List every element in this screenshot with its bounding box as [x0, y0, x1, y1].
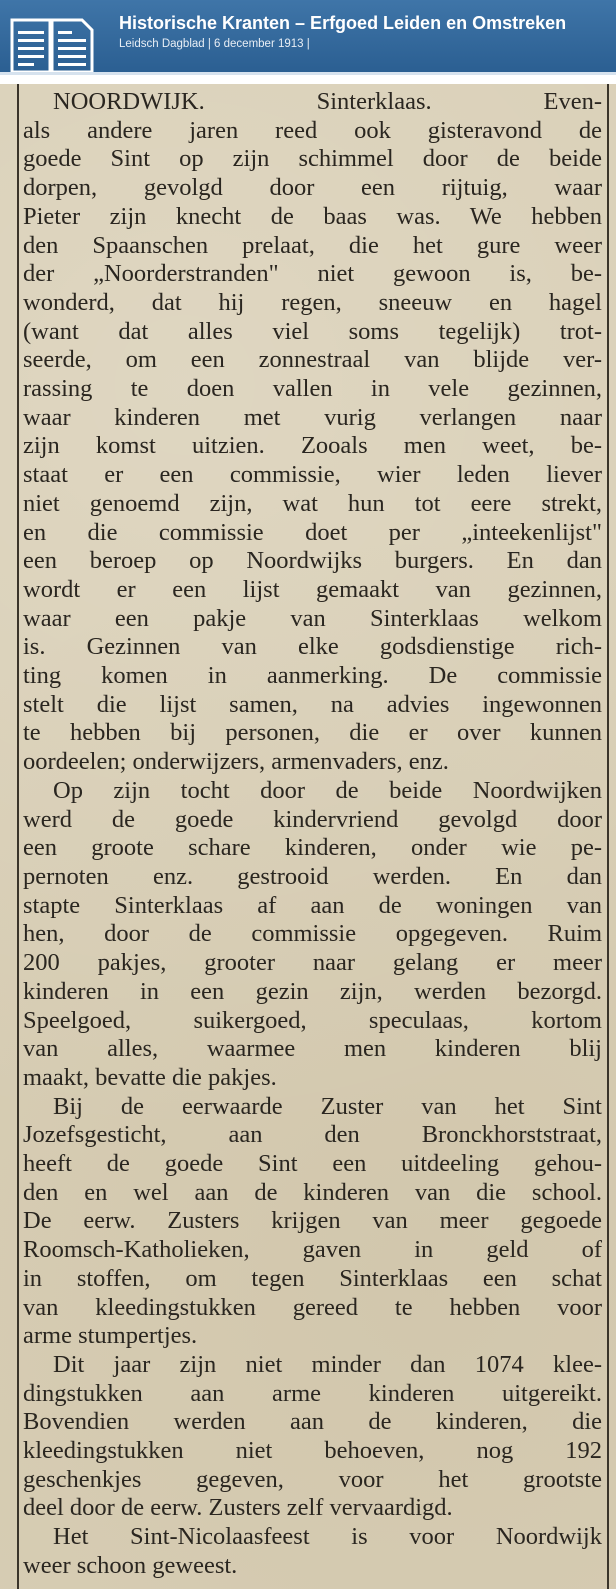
- text-line: wordt er een lijst gemaakt van gezinnen,: [23, 575, 602, 603]
- column-rule-left: [17, 84, 19, 1589]
- article-paragraph: [23, 88, 602, 777]
- text-line: dorpen, gevolgd door een rijtuig, waar: [23, 174, 602, 202]
- text-line: werd de goede kindervriend gevolgd door: [23, 805, 602, 833]
- article-paragraph: [23, 777, 602, 1093]
- text-line: van alles, waarmee men kinderen blij: [23, 1035, 602, 1063]
- text-line: heeft de goede Sint een uitdeeling gehou-: [23, 1150, 602, 1178]
- text-line: wonderd, dat hij regen, sneeuw en hagel: [23, 288, 602, 316]
- text-line: rassing te doen vallen in vele gezinnen,: [23, 375, 602, 403]
- text-line: waar kinderen met vurig verlangen naar: [23, 403, 602, 431]
- site-title[interactable]: Historische Kranten – Erfgoed Leiden en Omstreken: [119, 13, 567, 33]
- newspaper-icon[interactable]: [10, 18, 94, 72]
- text-line: Pieter zijn knecht de baas was. We hebben: [23, 202, 602, 230]
- text-line: staat er een commissie, wier leden liever: [23, 461, 602, 489]
- text-line: seerde, om een zonnestraal van blijde ver-: [23, 346, 602, 374]
- text-line: in stoffen, om tegen Sinterklaas een schat: [23, 1264, 602, 1292]
- text-line: Bij de eerwaarde Zuster van het Sint: [53, 1092, 602, 1120]
- text-line: Roomsch-Katholieken, gaven in geld of: [23, 1236, 602, 1264]
- text-line: kleedingstukken niet behoeven, nog 192: [23, 1437, 602, 1465]
- text-line: stapte Sinterklaas af aan de woningen van: [23, 891, 602, 919]
- text-line: Jozefsgesticht, aan den Bronckhorststraat,: [23, 1121, 602, 1149]
- text-line: niet genoemd zijn, wat hun tot eere strekt,: [23, 489, 602, 517]
- text-line: NOORDWIJK. Sinterklaas. Even-: [53, 88, 602, 115]
- text-line: Speelgoed, suikergoed, speculaas, kortom: [23, 1006, 602, 1034]
- text-line: en die commissie doet per „inteekenlijst": [23, 518, 602, 546]
- text-line: Bovendien werden aan de kinderen, die: [23, 1408, 602, 1436]
- text-line: Dit jaar zijn niet minder dan 1074 klee-: [53, 1350, 602, 1378]
- text-line: te hebben bij personen, die er over kunnen: [23, 719, 602, 747]
- text-line: kinderen in een gezin zijn, werden bezorgd.: [23, 977, 602, 1005]
- text-line: deel door de eerw. Zusters zelf vervaardigd.: [23, 1494, 453, 1522]
- text-line: waar een pakje van Sinterklaas welkom: [23, 604, 602, 632]
- text-line: oordeelen; onderwijzers, armenvaders, enz.: [23, 748, 449, 776]
- column-rule-right: [607, 84, 609, 1589]
- text-line: arme stumpertjes.: [23, 1322, 198, 1350]
- text-line: pernoten enz. gestrooid werden. En dan: [23, 862, 602, 890]
- article-paragraph: [23, 1523, 602, 1580]
- text-line: geschenkjes gegeven, voor het grootste: [23, 1465, 602, 1493]
- text-line: Op zijn tocht door de beide Noordwijken: [53, 776, 602, 804]
- text-line: weer schoon geweest.: [23, 1551, 238, 1579]
- newspaper-source-date: Leidsch Dagblad | 6 december 1913 |: [119, 38, 310, 50]
- text-line: als andere jaren reed ook gisteravond de: [23, 116, 602, 144]
- text-line: 200 pakjes, grooter naar gelang er meer: [23, 949, 602, 977]
- text-line: den en wel aan de kinderen van die school.: [23, 1178, 602, 1206]
- article-paragraph: [23, 1093, 602, 1351]
- article-paragraph: [23, 1351, 602, 1523]
- app-header: [0, 0, 616, 75]
- text-line: der „Noorderstranden" niet gewoon is, be-: [23, 260, 602, 288]
- newspaper-clipping: [0, 84, 616, 1589]
- text-line: een beroep op Noordwijks burgers. En dan: [23, 547, 602, 575]
- text-line: van kleedingstukken gereed te hebben voor: [23, 1293, 602, 1321]
- text-line: ting komen in aanmerking. De commissie: [23, 662, 602, 690]
- text-line: goede Sint op zijn schimmel door de beide: [23, 145, 602, 173]
- text-line: De eerw. Zusters krijgen van meer gegoede: [23, 1207, 602, 1235]
- text-line: dingstukken aan arme kinderen uitgereikt.: [23, 1379, 602, 1407]
- text-line: zijn komst uitzien. Zooals men weet, be-: [23, 432, 602, 460]
- text-line: is. Gezinnen van elke godsdienstige rich-: [23, 633, 602, 661]
- text-line: Het Sint-Nicolaasfeest is voor Noordwijk: [53, 1523, 602, 1551]
- text-line: (want dat alles viel soms tegelijk) trot-: [23, 317, 602, 345]
- text-line: hen, door de commissie opgegeven. Ruim: [23, 920, 602, 948]
- text-line: stelt die lijst samen, na advies ingewonnen: [23, 690, 602, 718]
- text-line: den Spaanschen prelaat, die het gure weer: [23, 231, 602, 259]
- text-line: maakt, bevatte die pakjes.: [23, 1063, 277, 1091]
- article-text: [23, 88, 602, 1581]
- text-line: een groote schare kinderen, onder wie pe-: [23, 834, 602, 862]
